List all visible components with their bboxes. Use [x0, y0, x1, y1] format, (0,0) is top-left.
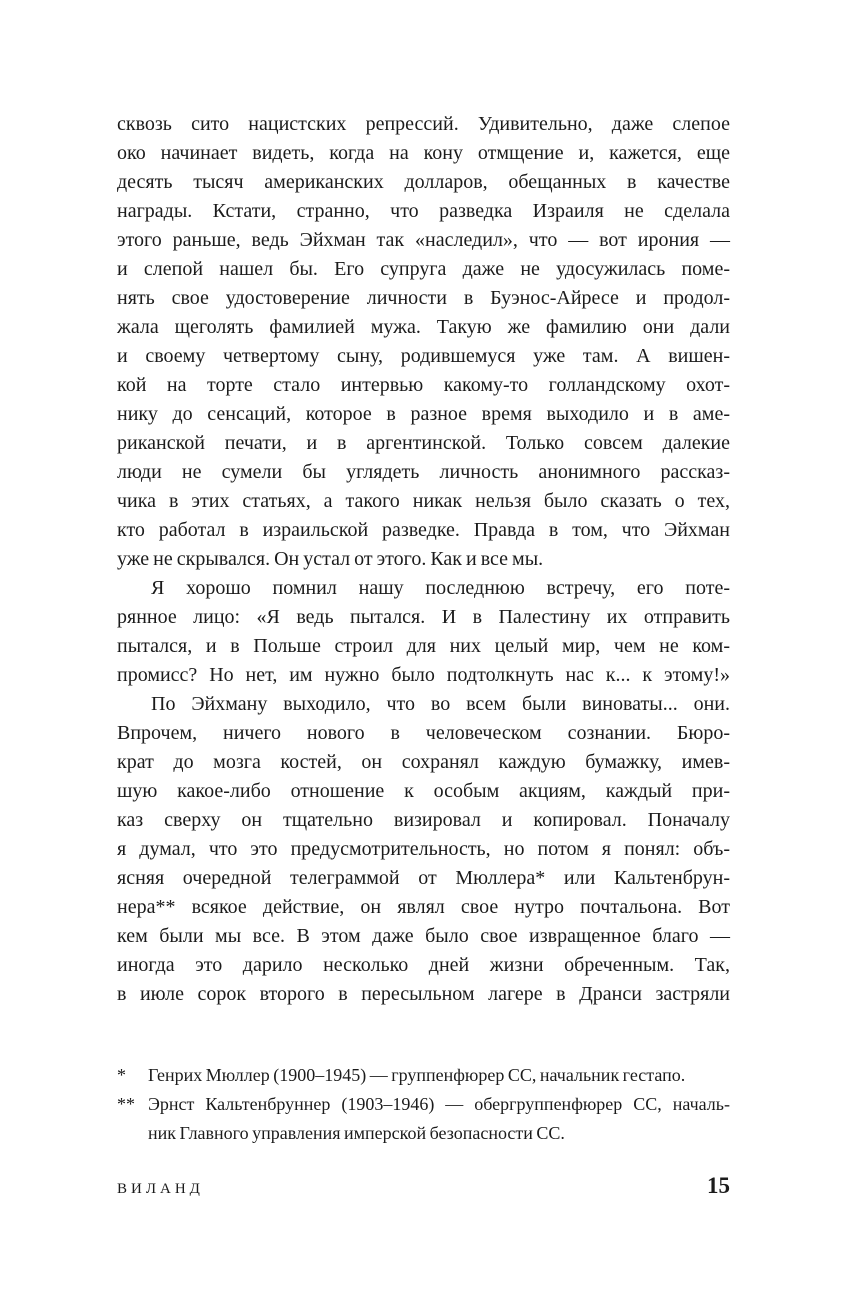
- text-line: десять тысяч американских долларов, обещанных в качестве: [117, 171, 730, 193]
- page-number: 15: [707, 1173, 730, 1198]
- text-line: жала щеголять фамилией мужа. Такую же фамилию они дали: [117, 316, 730, 338]
- text-line: я думал, что это предусмотрительность, но потом я понял: объ-: [117, 838, 730, 860]
- text-line: крат до мозга костей, он сохранял каждую бумажку, имев-: [117, 751, 730, 773]
- text-line: сквозь сито нацистских репрессий. Удивительно, даже слепое: [117, 113, 730, 135]
- text-line: чика в этих статьях, а такого никак нельзя было сказать о тех,: [117, 490, 730, 512]
- paragraph: [117, 574, 730, 690]
- text-line: Генрих Мюллер (1900–1945) — группенфюрер СС, начальник гестапо.: [148, 1065, 686, 1085]
- text-line: ник Главного управления имперской безопасности СС.: [148, 1123, 565, 1143]
- text-line: и слепой нашел бы. Его супруга даже не удосужилась поме-: [117, 258, 730, 280]
- text-line: люди не сумели бы углядеть личность анонимного рассказ-: [117, 461, 730, 483]
- paragraph: [117, 110, 730, 574]
- text-line: в июле сорок второго в пересыльном лагере в Дранси застряли: [117, 983, 730, 1005]
- paragraph: [117, 690, 730, 1009]
- footnotes: [117, 1061, 730, 1148]
- footnote: [117, 1061, 730, 1090]
- text-line: По Эйхману выходило, что во всем были виноваты... они.: [151, 693, 730, 715]
- text-line: каз сверху он тщательно визировал и копировал. Поначалу: [117, 809, 730, 831]
- text-line: кто работал в израильской разведке. Правда в том, что Эйхман: [117, 519, 730, 541]
- text-line: нера** всякое действие, он являл свое нутро почтальона. Вот: [117, 896, 730, 918]
- body-text: [117, 110, 730, 1009]
- text-line: награды. Кстати, странно, что разведка Израиля не сделала: [117, 200, 730, 222]
- footnote-text: [148, 1090, 730, 1148]
- text-line: Впрочем, ничего нового в человеческом сознании. Бюро-: [117, 722, 730, 744]
- text-line: Я хорошо помнил нашу последнюю встречу, его поте-: [151, 577, 730, 599]
- footnote-marker: **: [117, 1094, 135, 1114]
- text-line: кем были мы все. В этом даже было свое извращенное благо —: [117, 925, 730, 947]
- footnote-marker: *: [117, 1065, 126, 1085]
- footnote: [117, 1090, 730, 1148]
- text-line: око начинает видеть, когда на кону отмщение и, кажется, еще: [117, 142, 730, 164]
- text-line: пытался, и в Польше строил для них целый мир, чем не ком-: [117, 635, 730, 657]
- text-line: рянное лицо: «Я ведь пытался. И в Палестину их отправить: [117, 606, 730, 628]
- text-line: риканской печати, и в аргентинской. Только совсем далекие: [117, 432, 730, 454]
- text-line: иногда это дарило несколько дней жизни обреченным. Так,: [117, 954, 730, 976]
- text-line: этого раньше, ведь Эйхман так «наследил», что — вот ирония —: [117, 229, 730, 251]
- text-line: кой на торте стало интервью какому-то голландскому охот-: [117, 374, 730, 396]
- text-line: и своему четвертому сыну, родившемуся уже там. А вишен-: [117, 345, 730, 367]
- text-line: нику до сенсаций, которое в разное время выходило и в аме-: [117, 403, 730, 425]
- text-line: уже не скрывался. Он устал от этого. Как и все мы.: [117, 548, 544, 570]
- running-footer: [117, 1174, 730, 1197]
- text-line: промисс? Но нет, им нужно было подтолкнуть нас к... к этому!»: [117, 664, 730, 686]
- text-line: шую какое-либо отношение к особым акциям, каждый при-: [117, 780, 730, 802]
- text-line: нять свое удостоверение личности в Буэнос-Айресе и продол-: [117, 287, 730, 309]
- text-line: ясняя очередной телеграммой от Мюллера* или Кальтенбрун-: [117, 867, 730, 889]
- running-title: ВИЛАНД: [117, 1181, 204, 1197]
- footnote-text: [148, 1061, 730, 1090]
- text-line: Эрнст Кальтенбруннер (1903–1946) — обергруппенфюрер СС, началь-: [148, 1094, 730, 1114]
